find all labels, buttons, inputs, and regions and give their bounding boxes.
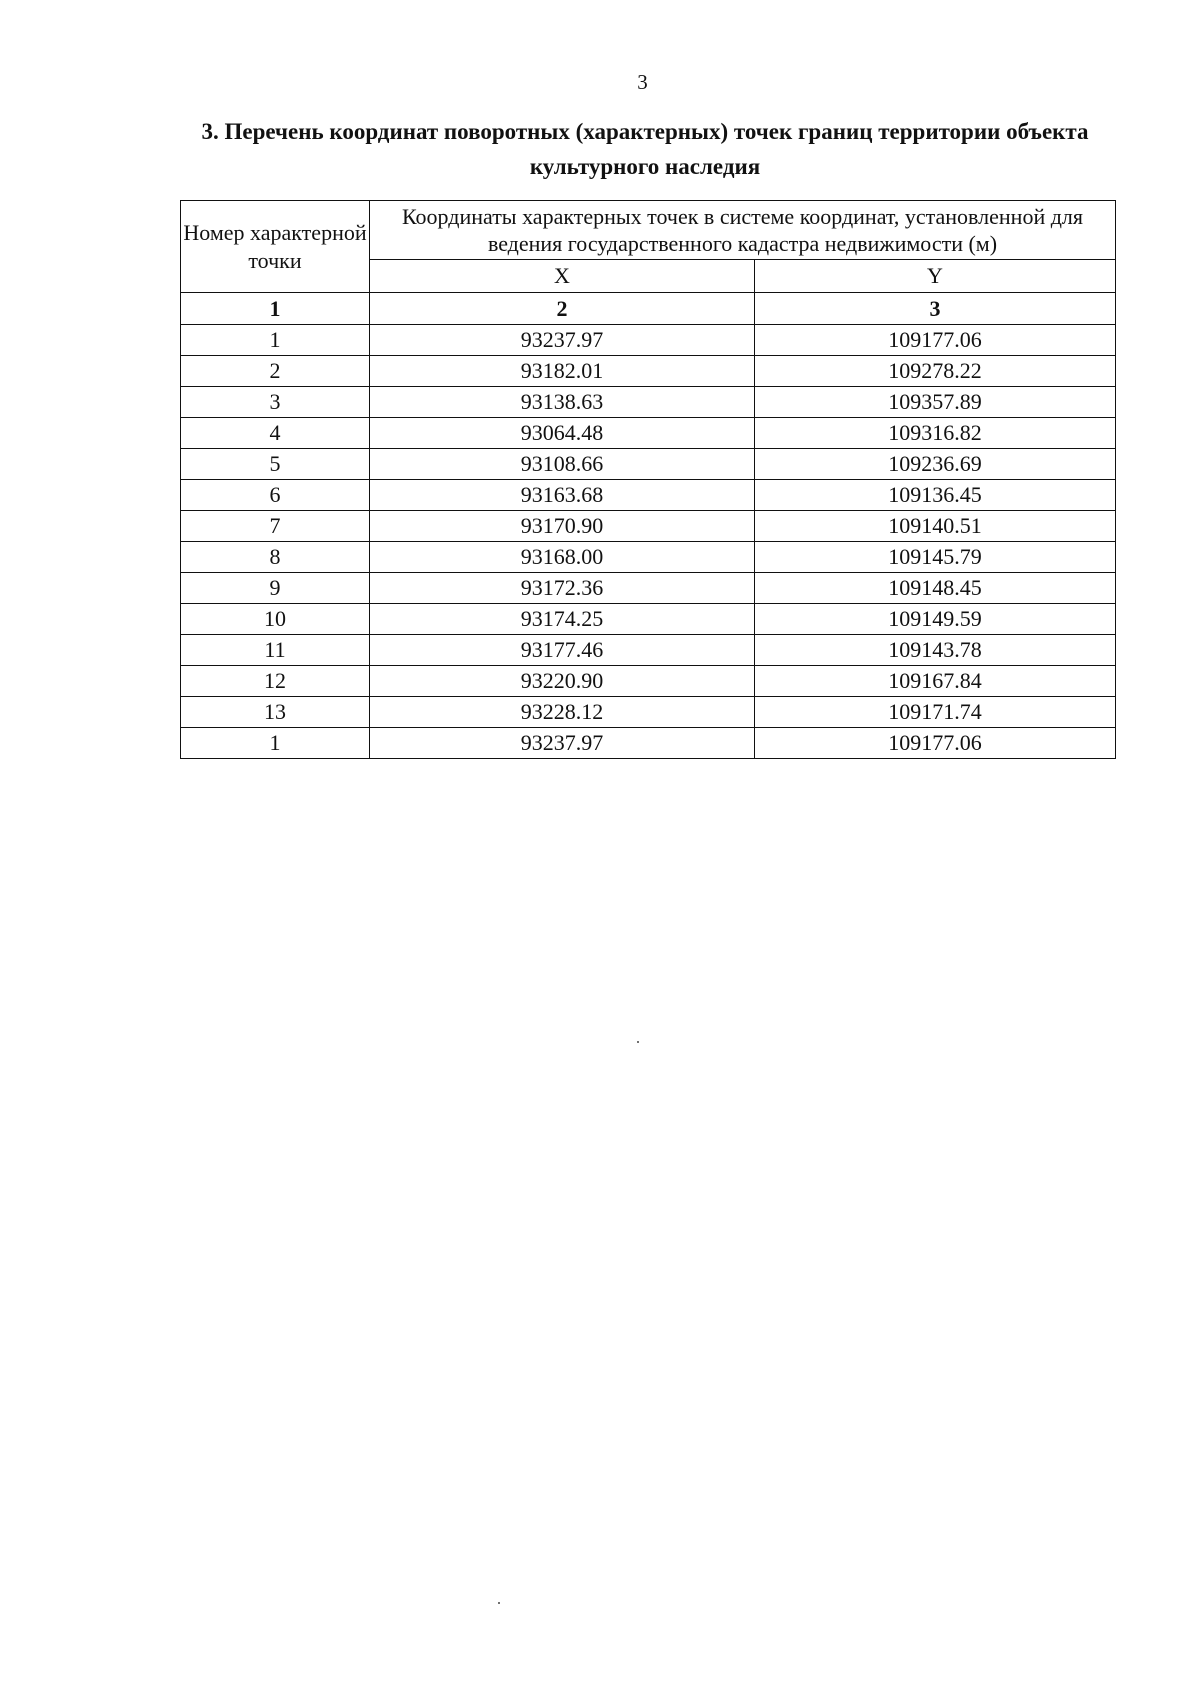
- cell-x: 93182.01: [370, 356, 755, 387]
- cell-point-number: 13: [181, 697, 370, 728]
- cell-x: 93237.97: [370, 325, 755, 356]
- cell-point-number: 8: [181, 542, 370, 573]
- cell-point-number: 7: [181, 511, 370, 542]
- table-row: [181, 666, 1116, 697]
- cell-y: 109149.59: [755, 604, 1116, 635]
- cell-x: 93170.90: [370, 511, 755, 542]
- cell-x: 93220.90: [370, 666, 755, 697]
- page-number: 3: [637, 70, 648, 94]
- cell-x: 93138.63: [370, 387, 755, 418]
- cell-y: 109278.22: [755, 356, 1116, 387]
- cell-y: 109143.78: [755, 635, 1116, 666]
- cell-y: 109357.89: [755, 387, 1116, 418]
- cell-point-number: 6: [181, 480, 370, 511]
- table-row: [181, 604, 1116, 635]
- cell-y: 109140.51: [755, 511, 1116, 542]
- header-y: Y: [755, 259, 1116, 292]
- cell-x: 93168.00: [370, 542, 755, 573]
- cell-y: 109148.45: [755, 573, 1116, 604]
- cell-x: 93064.48: [370, 418, 755, 449]
- column-index-row: [181, 293, 1116, 325]
- cell-point-number: 1: [181, 325, 370, 356]
- cell-point-number: 12: [181, 666, 370, 697]
- cell-y: 109167.84: [755, 666, 1116, 697]
- cell-y: 109236.69: [755, 449, 1116, 480]
- cell-point-number: 4: [181, 418, 370, 449]
- header-point-number: Номер характерной точки: [181, 201, 370, 293]
- column-index-3: 3: [755, 293, 1116, 325]
- cell-point-number: 11: [181, 635, 370, 666]
- cell-x: 93172.36: [370, 573, 755, 604]
- cell-y: 109136.45: [755, 480, 1116, 511]
- table-row: [181, 449, 1116, 480]
- cell-x: 93174.25: [370, 604, 755, 635]
- table-row: [181, 480, 1116, 511]
- scan-speck: [637, 1041, 639, 1043]
- cell-y: 109177.06: [755, 728, 1116, 759]
- column-index-1: 1: [181, 293, 370, 325]
- cell-x: 93228.12: [370, 697, 755, 728]
- column-index-2: 2: [370, 293, 755, 325]
- table-row: [181, 356, 1116, 387]
- cell-point-number: 10: [181, 604, 370, 635]
- cell-y: 109177.06: [755, 325, 1116, 356]
- header-x: X: [370, 259, 755, 292]
- cell-y: 109145.79: [755, 542, 1116, 573]
- table-row: [181, 511, 1116, 542]
- cell-point-number: 5: [181, 449, 370, 480]
- coordinates-table: [180, 200, 1116, 759]
- cell-point-number: 9: [181, 573, 370, 604]
- table-row: [181, 635, 1116, 666]
- table-row: [181, 728, 1116, 759]
- table-row: [181, 542, 1116, 573]
- table-row: [181, 418, 1116, 449]
- table-row: [181, 573, 1116, 604]
- table-body: [181, 293, 1116, 759]
- table-row: [181, 325, 1116, 356]
- cell-point-number: 1: [181, 728, 370, 759]
- cell-point-number: 2: [181, 356, 370, 387]
- cell-x: 93237.97: [370, 728, 755, 759]
- table-row: [181, 387, 1116, 418]
- cell-point-number: 3: [181, 387, 370, 418]
- cell-x: 93177.46: [370, 635, 755, 666]
- table-row: [181, 697, 1116, 728]
- header-coordinates: Координаты характерных точек в системе координат, установленной для ведения государственного кадастра недвижимости (м): [370, 201, 1116, 260]
- cell-x: 93163.68: [370, 480, 755, 511]
- cell-y: 109171.74: [755, 697, 1116, 728]
- page-title: 3. Перечень координат поворотных (характерных) точек границ территории объекта культурного наследия: [201, 119, 1089, 179]
- cell-x: 93108.66: [370, 449, 755, 480]
- scan-speck: [498, 1602, 500, 1604]
- cell-y: 109316.82: [755, 418, 1116, 449]
